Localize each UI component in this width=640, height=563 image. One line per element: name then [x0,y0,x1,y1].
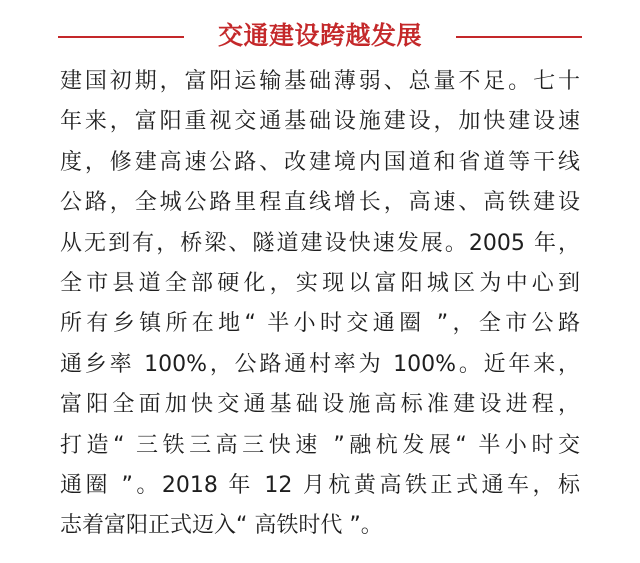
paragraph-line: 公路，全城公路里程直线增长，高速、高铁建设 [60,190,580,216]
paragraph-line: 打造“ 三铁三高三快速 ”融杭发展“ 半小时交 [60,432,580,458]
section-title: 交通建设跨越发展 [217,21,422,50]
paragraph-line: 度，修建高速公路、改建境内国道和省道等干线 [60,149,580,175]
paragraph-line: 富阳全面加快交通基础设施高标准建设进程， [60,392,580,418]
paragraph-line: 年来，富阳重视交通基础设施建设，加快建设速 [60,109,580,135]
paragraph-line: 所有乡镇所在地“ 半小时交通圈 ”，全市公路 [60,311,580,337]
paragraph-line: 志着富阳正式迈入“ 高铁时代 ”。 [60,513,383,539]
paragraph-line: 通圈 ”。2018 年 12 月杭黄高铁正式通车，标 [60,473,580,499]
article-paragraph [60,62,580,547]
section-heading [0,14,640,58]
paragraph-line: 从无到有，桥梁、隧道建设快速发展。2005 年， [60,230,580,256]
paragraph-line: 全市县道全部硬化，实现以富阳城区为中心到 [60,271,580,297]
heading-rule-right [456,36,582,38]
paragraph-line: 通乡率 100%，公路通村率为 100%。近年来， [60,351,580,377]
paragraph-line: 建国初期，富阳运输基础薄弱、总量不足。七十 [60,69,580,94]
